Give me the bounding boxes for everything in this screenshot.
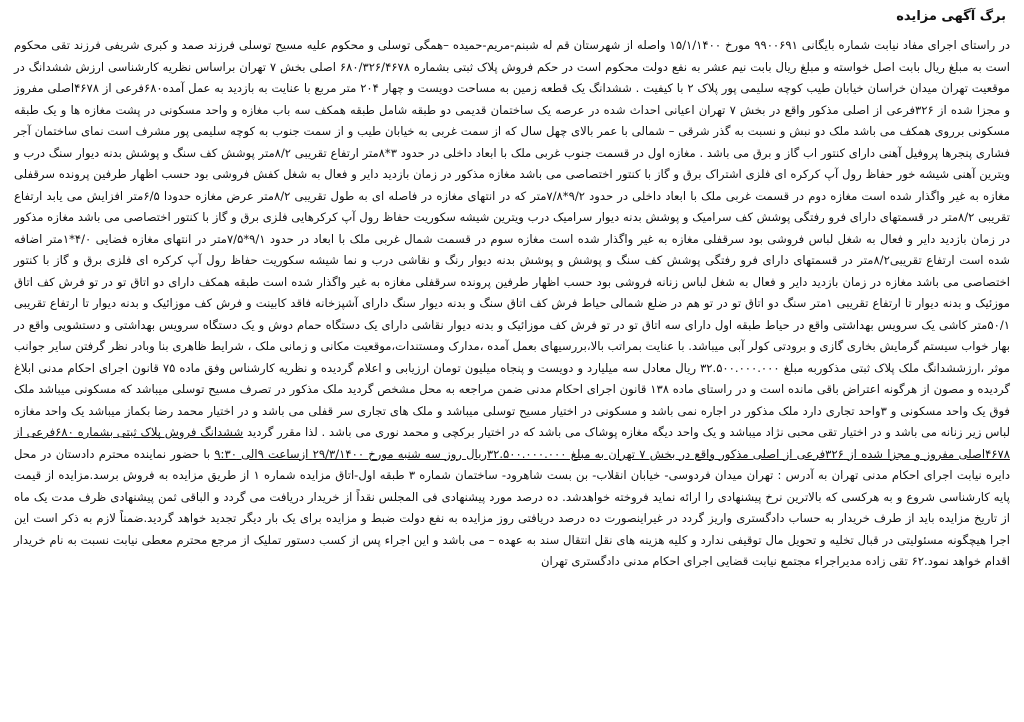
document-body xyxy=(14,35,1010,573)
body-paragraph-main: در راستای اجرای مفاد نیابت شماره بایگانی ۹۹۰۰۶۹۱ مورخ ۱۵/۱/۱۴۰۰ واصله از شهرستان قم له شبنم-مریم-حمیده –همگی توسلی و محکوم علیه مسیح توسلی فرزند صمد و کبری شریفی فرزند تقی محکوم است به مبلغ ریال بابت اصل خواسته و مبلغ ریال بابت نیم عشر به نفع دولت محکوم است در حکم فروش پلاک ثبتی بشماره ۶۸۰/۳۲۶/۴۶۷۸ اصلی بخش ۷ تهران براساس نظریه کارشناسی ارزش ششدانگ در موقعیت تهران میدان خراسان خیابان طیب کوچه سلیمی پور پلاک ۲ با کیفیت . ششدانگ یک قطعه زمین به مساحت دویست و چهار ۲۰۴ متر مربع با عنایت به بازدید به عمل آمده۶۸۰فرعی از ۴۶۷۸اصلی مفروز و مجزا شده از ۳۲۶فرعی از اصلی مذکور واقع در بخش ۷ تهران اعیانی احداث شده در عرصه یک ساختمان قدیمی دو طبقه شامل طبقه همکف سه باب مغازه و واحد مسکونی در پشت مغازه ها و یک طبقه مسکونی برروی همکف می باشد ملک دو نبش و نسبت به گذر شرقی – شمالی با عمر بالای چهل سال که از سمت غربی به خیابان طیب و از سمت جنوب به کوچه سلیمی پور مشرف است نمای ساختمان آجر فشاری پنجرها پروفیل آهنی دارای کنتور اب گاز و برق می باشد . مغازه اول در قسمت جنوب غربی ملک با ابعاد داخلی در حدود ۳*۸متر ارتفاع تقریبی ۸/۲متر پوشش کف سنگ و پوشش بدنه دیوار سنگ درب و ویترین آهنی شیشه خور حفاظ رول آپ کرکره ای فلزی اشتراک برق و گاز با کنتور اختصاصی می باشد مغازه مذکور در زمان بازدید دایر و فعال به شغل کفش فروشی بود حسب اظهار طرفین پرونده سرقفلی مغازه به غیر واگذار شده است مغازه دوم در قسمت غربی ملک با ابعاد داخلی در حدود ۹/۲*۷/۸متر که در انتهای مغازه در فاصله ای به طول تقریبی ۸/۲متر عرض مغازه حدودا ۶/۵متر افزایش می یابد ارتفاع تقریبی ۸/۲متر در قسمتهای دارای فرو رفتگی پوشش کف سرامیک و پوشش بدنه دیوار سرامیک درب ویترین شیشه سکوریت حفاظ رول آپ کرکرهایی فلزی برق و گاز با کنتور اختصاصی می باشد مغازه مذکور در زمان بازدید دایر و فعال به شغل لباس فروشی بود سرقفلی مغازه به غیر واگذار شده است مغازه سوم در قسمت شمال غربی ملک با ابعاد در حدود ۹/۱*۷/۵متر در انتهای مغازه فضایی ۴/۰*۱متر اضافه شده است ارتفاع تقریبی۸/۲متر در قسمتهای دارای فرو رفتگی پوشش کف سنگ و پوشش و پوشش بدنه دیوار رنگ و نقاشی درب و نما شیشه سکوریت حفاظ رول آپ کرکره ای فلزی برق و گاز با کنتور اختصاصی می باشد مغازه در زمان بازدید دایر و فعال به شغل لباس زنانه فروشی بود حسب اظهار طرفین پرونده سرقفلی مغازه به غیر واگذار شده است طبقه همکف دارای دو اتاق تو در تو فرش کف اتاق موزئیک و بدنه دیوار تا ارتفاع تقریبی ۱متر سنگ دو اتاق تو در تو هم در ضلع شمالی حیاط فرش کف اتاق سنگ و بدنه دیوار سنگ دارای آشپزخانه فاقد کابینت و فرش کف موزائیک و بدنه دیوار تا ارتفاع تقریبی ۵۰/۱متر کاشی یک سرویس بهداشتی واقع در حیاط طبقه اول دارای سه اتاق تو در تو فرش کف موزائیک و بدنه دیوار نقاشی دارای یک دستگاه حمام دوش و یک دستگاه سرویس بهداشتی و دستشویی واقع در بهار خواب سیستم گرمایش بخاری گازی و برودتی کولر آبی میباشد. با عنایت بمراتب بالا،بررسیهای بعمل آمده ،مدارک ومستندات،موقعیت مکانی و زمانی ملک ، شرایط ظاهری بنا وبادر نظر گرفتن سایر جوانب موثر ،ارزششدانگ ملک پلاک ثبتی مذکوربه مبلغ ۳۲.۵۰۰.۰۰۰.۰۰۰ ریال معادل سه میلیارد و دویست و پنجاه میلیون تومان ارزیابی و اعلام گردیده و نظریه کارشناس وفق ماده ۷۵ قانون اجرای احکام مدنی ابلاغ گردیده و مصون از هرگونه اعتراض باقی مانده است و در راستای ماده ۱۳۸ قانون اجرای احکام مدنی ضمن مراجعه به محل مشخص گردید ملک مذکور در تصرف مسیح توسلی میباشد که مسکونی میباشد ملک فوق یک واحد مسکونی و ۳واحد تجاری دارد ملک مذکور در اجاره نمی باشد و مسکونی در اختیار مسیح توسلی میباشد و ملک های تجاری سر قفلی می باشد و در اختیار محمد رضا بکماز میباشد یک واحد مغازه لباس زیر زنانه می باشد و در اختیار تقی محبی نژاد میباشد و یک واحد دیگه مغازه پوشاک می باشد که در اختیار برکچی و محمد نوری می باشد . لذا مقرر گردید xyxy=(14,38,1011,439)
body-paragraph-closing: با حضور نماینده محترم دادستان در محل دایره نیابت اجرای احکام مدنی تهران به آدرس : تهران میدان فردوسی- خیابان انقلاب- بن بست شاهرود- ساختمان شماره ۳ طبقه اول-اتاق مزایده شماره ۱ از طریق مزایده به فروش برسد.مزایده از قیمت پایه کارشناسی شروع و به هرکسی که بالاترین نرخ پیشنهادی را ارائه نماید فروخته خواهدشد. ده درصد مورد پیشنهادی فی المجلس نقداً از خریدار دریافت می گردد و الباقی ثمن پیشنهادی ظرف مدت یک ماه از تاریخ مزایده باید از طرف خریدار به حساب دادگستری واریز گردد در غیراینصورت ده درصد دریافتی روز مزایده به نفع دولت ضبط و مزایده برای یک بار دیگر تجدید خواهد گردید.ضمناً لازم به ذکر است این اجرا هیچگونه مسئولیتی در قبال تخلیه و تحویل مال توقیفی ندارد و کلیه هزینه های نقل انتقال سند به عهده – می باشد و این اجراء پس از کسب دستور تملیک از مرجع محترم معطی نیابت نسبت به نام خریدار اقدام خواهد نمود.۶۲ تقی زاده مدیراجراء مجتمع نیابت قضایی اجرای احکام مدنی دادگستری تهران xyxy=(14,446,1010,568)
body-sale-terms: ششدانگ فروش پلاک ثبتی بشماره ۶۸۰فرعی از ۴۶۷۸اصلی مفروز و مجزا شده از ۳۲۶فرعی از اصلی مذکور واقع در بخش ۷ تهران به مبلغ ۳۲.۵۰۰.۰۰۰.۰۰۰ریال روز سه شنبه مورخ ۲۹/۳/۱۴۰۰ ازساعت ۹الی ۹:۳۰ xyxy=(14,425,1010,461)
document-title: برگ آگهی مزایده xyxy=(896,9,1006,24)
